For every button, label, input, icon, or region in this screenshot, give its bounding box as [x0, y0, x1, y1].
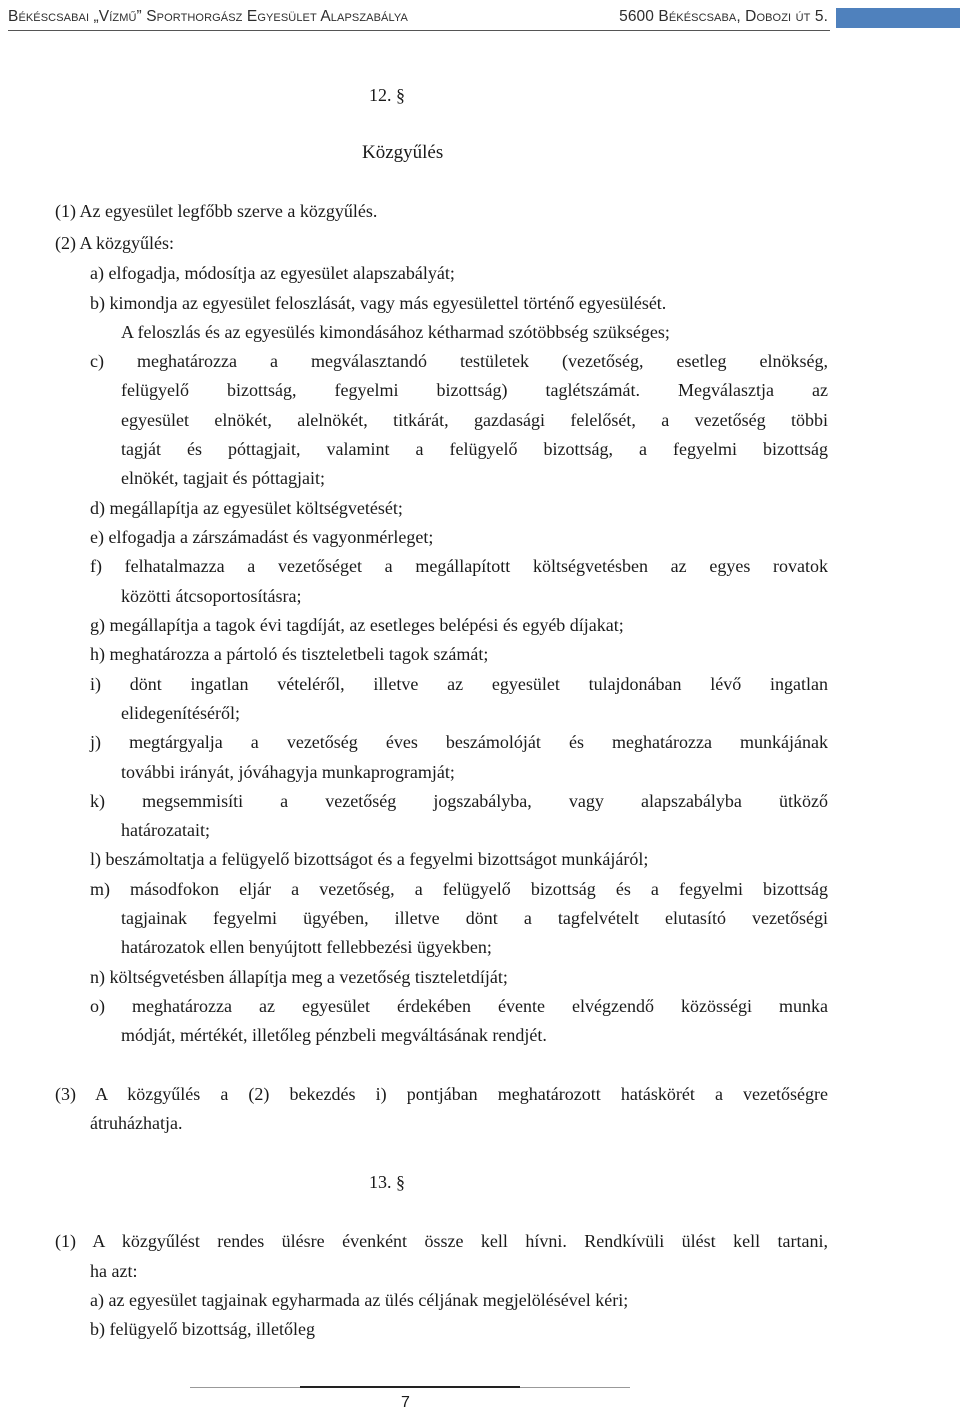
- section-13-paragraph-1-line1: (1) A közgyűlést rendes ülésre évenként össze kell hívni. Rendkívüli ülést kell tartani,: [55, 1231, 828, 1251]
- list-item-m-line2: tagjainak fegyelmi ügyében, illetve dönt a tagfelvételt elutasító vezetőségi: [121, 908, 828, 928]
- list-item-f-line2: közötti átcsoportosításra;: [121, 586, 302, 606]
- list-item-m-line1: m) másodfokon eljár a vezetőség, a felügyelő bizottság és a fegyelmi bizottság: [90, 879, 828, 899]
- section-13-list-item-a: a) az egyesület tagjainak egyharmada az ülés céljának megjelölésével kéri;: [90, 1290, 629, 1310]
- list-item-l: l) beszámoltatja a felügyelő bizottságot és a fegyelmi bizottságot munkájáról;: [90, 849, 649, 869]
- list-item-d: d) megállapítja az egyesület költségvetését;: [90, 498, 403, 518]
- list-item-n: n) költségvetésben állapítja meg a vezetőség tiszteletdíját;: [90, 967, 508, 987]
- section-12-title: Közgyűlés: [362, 142, 444, 163]
- paragraph-3-line2: átruházhatja.: [90, 1113, 183, 1133]
- footer-divider-dark: [300, 1386, 520, 1388]
- list-item-c-line5: elnökét, tagjait és póttagjait;: [121, 468, 325, 488]
- list-item-b-cont: A feloszlás és az egyesülés kimondásához kétharmad szótöbbség szükséges;: [121, 322, 670, 342]
- paragraph-3-line1: (3) A közgyűlés a (2) bekezdés i) pontjában meghatározott hatáskörét a vezetőségre: [55, 1084, 828, 1104]
- section-13-list-item-b: b) felügyelő bizottság, illetőleg: [90, 1319, 315, 1339]
- list-item-c-line1: c) meghatározza a megválasztandó testületek (vezetőség, esetleg elnökség,: [90, 351, 828, 371]
- header-address: 5600 Békéscsaba, Dobozi út 5.: [619, 8, 828, 25]
- page-header: [8, 6, 828, 32]
- list-item-g: g) megállapítja a tagok évi tagdíját, az esetleges belépési és egyéb díjakat;: [90, 615, 624, 635]
- list-item-a: a) elfogadja, módosítja az egyesület alapszabályát;: [90, 263, 455, 283]
- header-divider: [8, 30, 830, 31]
- list-item-o-line1: o) meghatározza az egyesület érdekében évente elvégzendő közösségi munka: [90, 996, 828, 1016]
- section-12-number: 12. §: [369, 85, 405, 105]
- section-13-number: 13. §: [369, 1172, 405, 1192]
- list-item-c-line4: tagját és póttagjait, valamint a felügyelő bizottság, a fegyelmi bizottság: [121, 439, 828, 459]
- list-item-i-line1: i) dönt ingatlan vételéről, illetve az egyesület tulajdonában lévő ingatlan: [90, 674, 828, 694]
- list-item-b: b) kimondja az egyesület feloszlását, vagy más egyesülettel történő egyesülését.: [90, 293, 667, 313]
- section-13-paragraph-1-line2: ha azt:: [90, 1261, 138, 1281]
- list-item-h: h) meghatározza a pártoló és tiszteletbeli tagok számát;: [90, 644, 489, 664]
- list-item-i-line2: elidegenítéséről;: [121, 703, 240, 723]
- page-number: 7: [401, 1394, 410, 1411]
- paragraph-1: (1) Az egyesület legfőbb szerve a közgyűlés.: [55, 201, 378, 221]
- header-title: Békéscsabai „Vízmű” Sporthorgász Egyesület Alapszabálya: [8, 8, 408, 25]
- list-item-o-line2: módját, mértékét, illetőleg pénzbeli megváltásának rendjét.: [121, 1025, 547, 1045]
- list-item-f-line1: f) felhatalmazza a vezetőséget a megállapított költségvetésben az egyes rovatok: [90, 556, 828, 576]
- list-item-m-line3: határozatok ellen benyújtott fellebbezési ügyekben;: [121, 937, 492, 957]
- list-item-c-line3: egyesület elnökét, alelnökét, titkárát, gazdasági felelősét, a vezetőség többi: [121, 410, 828, 430]
- list-item-j-line1: j) megtárgyalja a vezetőség éves beszámolóját és meghatározza munkájának: [90, 732, 828, 752]
- list-item-e: e) elfogadja a zárszámadást és vagyonmérleget;: [90, 527, 434, 547]
- paragraph-2: (2) A közgyűlés:: [55, 233, 174, 253]
- list-item-c-line2: felügyelő bizottság, fegyelmi bizottság) taglétszámát. Megválasztja az: [121, 380, 828, 400]
- list-item-k-line1: k) megsemmisíti a vezetőség jogszabályba, vagy alapszabályba ütköző: [90, 791, 828, 811]
- list-item-k-line2: határozatait;: [121, 820, 210, 840]
- header-color-block: [836, 8, 960, 28]
- list-item-j-line2: további irányát, jóváhagyja munkaprogramját;: [121, 762, 455, 782]
